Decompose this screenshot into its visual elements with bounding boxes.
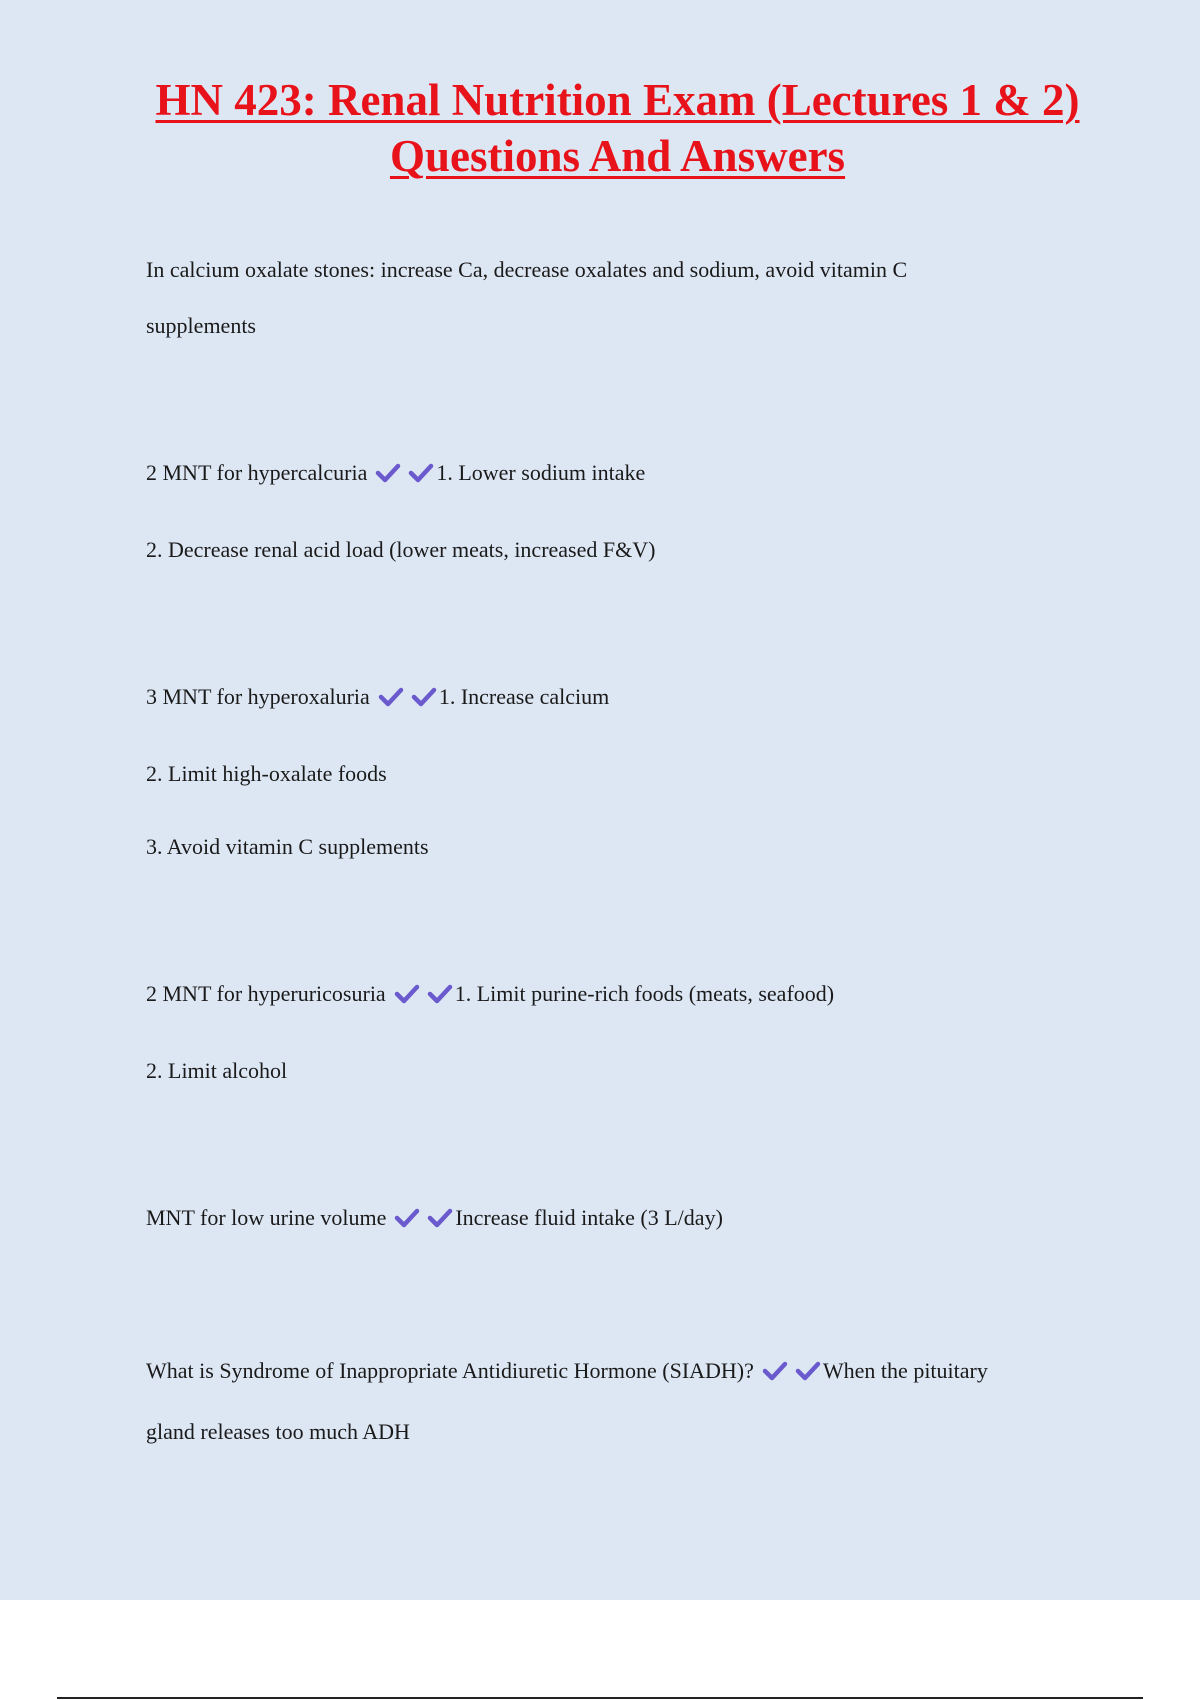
- double-check-icon: [378, 686, 437, 715]
- question-text: 2 MNT for hypercalcuria: [146, 460, 368, 485]
- question-text: 3 MNT for hyperoxaluria: [146, 684, 370, 709]
- question-text: 2 MNT for hyperuricosuria: [146, 981, 386, 1006]
- check-icon: [394, 1207, 420, 1229]
- check-icon: [375, 462, 401, 484]
- double-check-icon: [375, 462, 434, 491]
- check-icon: [795, 1360, 821, 1382]
- answer-text: When the pituitary: [822, 1358, 988, 1383]
- check-icon: [408, 462, 434, 484]
- entry-text-continued: supplements: [146, 313, 256, 338]
- answer-text: Increase fluid intake (3 L/day): [455, 1205, 723, 1230]
- check-icon: [427, 1207, 453, 1229]
- question-text: What is Syndrome of Inappropriate Antidiuretic Hormone (SIADH)?: [146, 1358, 754, 1383]
- question-answer-line: [146, 1204, 723, 1236]
- double-check-icon: [762, 1360, 821, 1389]
- answer-text: 1. Lower sodium intake: [436, 460, 646, 485]
- question-answer-line: [146, 683, 609, 715]
- footer-divider: [57, 1697, 1143, 1699]
- check-icon: [411, 686, 437, 708]
- check-icon: [762, 1360, 788, 1382]
- document-title: HN 423: Renal Nutrition Exam (Lectures 1 & 2) Questions And Answers: [155, 75, 1080, 181]
- answer-text: 1. Limit purine-rich foods (meats, seafood): [454, 981, 835, 1006]
- double-check-icon: [394, 1207, 453, 1236]
- double-check-icon: [394, 983, 453, 1012]
- answer-line: 2. Limit alcohol: [146, 1058, 288, 1083]
- answer-line: 2. Limit high-oxalate foods: [146, 761, 387, 786]
- answer-line: 3. Avoid vitamin C supplements: [146, 834, 429, 859]
- question-text: MNT for low urine volume: [146, 1205, 387, 1230]
- answer-line-continued: gland releases too much ADH: [146, 1419, 410, 1444]
- question-answer-line: [146, 1357, 988, 1389]
- check-icon: [378, 686, 404, 708]
- question-answer-line: [146, 980, 834, 1012]
- check-icon: [427, 983, 453, 1005]
- answer-line: 2. Decrease renal acid load (lower meats, increased F&V): [146, 537, 656, 562]
- answer-text: 1. Increase calcium: [438, 684, 610, 709]
- question-answer-line: [146, 459, 645, 491]
- check-icon: [394, 983, 420, 1005]
- entry-text: In calcium oxalate stones: increase Ca, decrease oxalates and sodium, avoid vitamin C: [146, 257, 908, 282]
